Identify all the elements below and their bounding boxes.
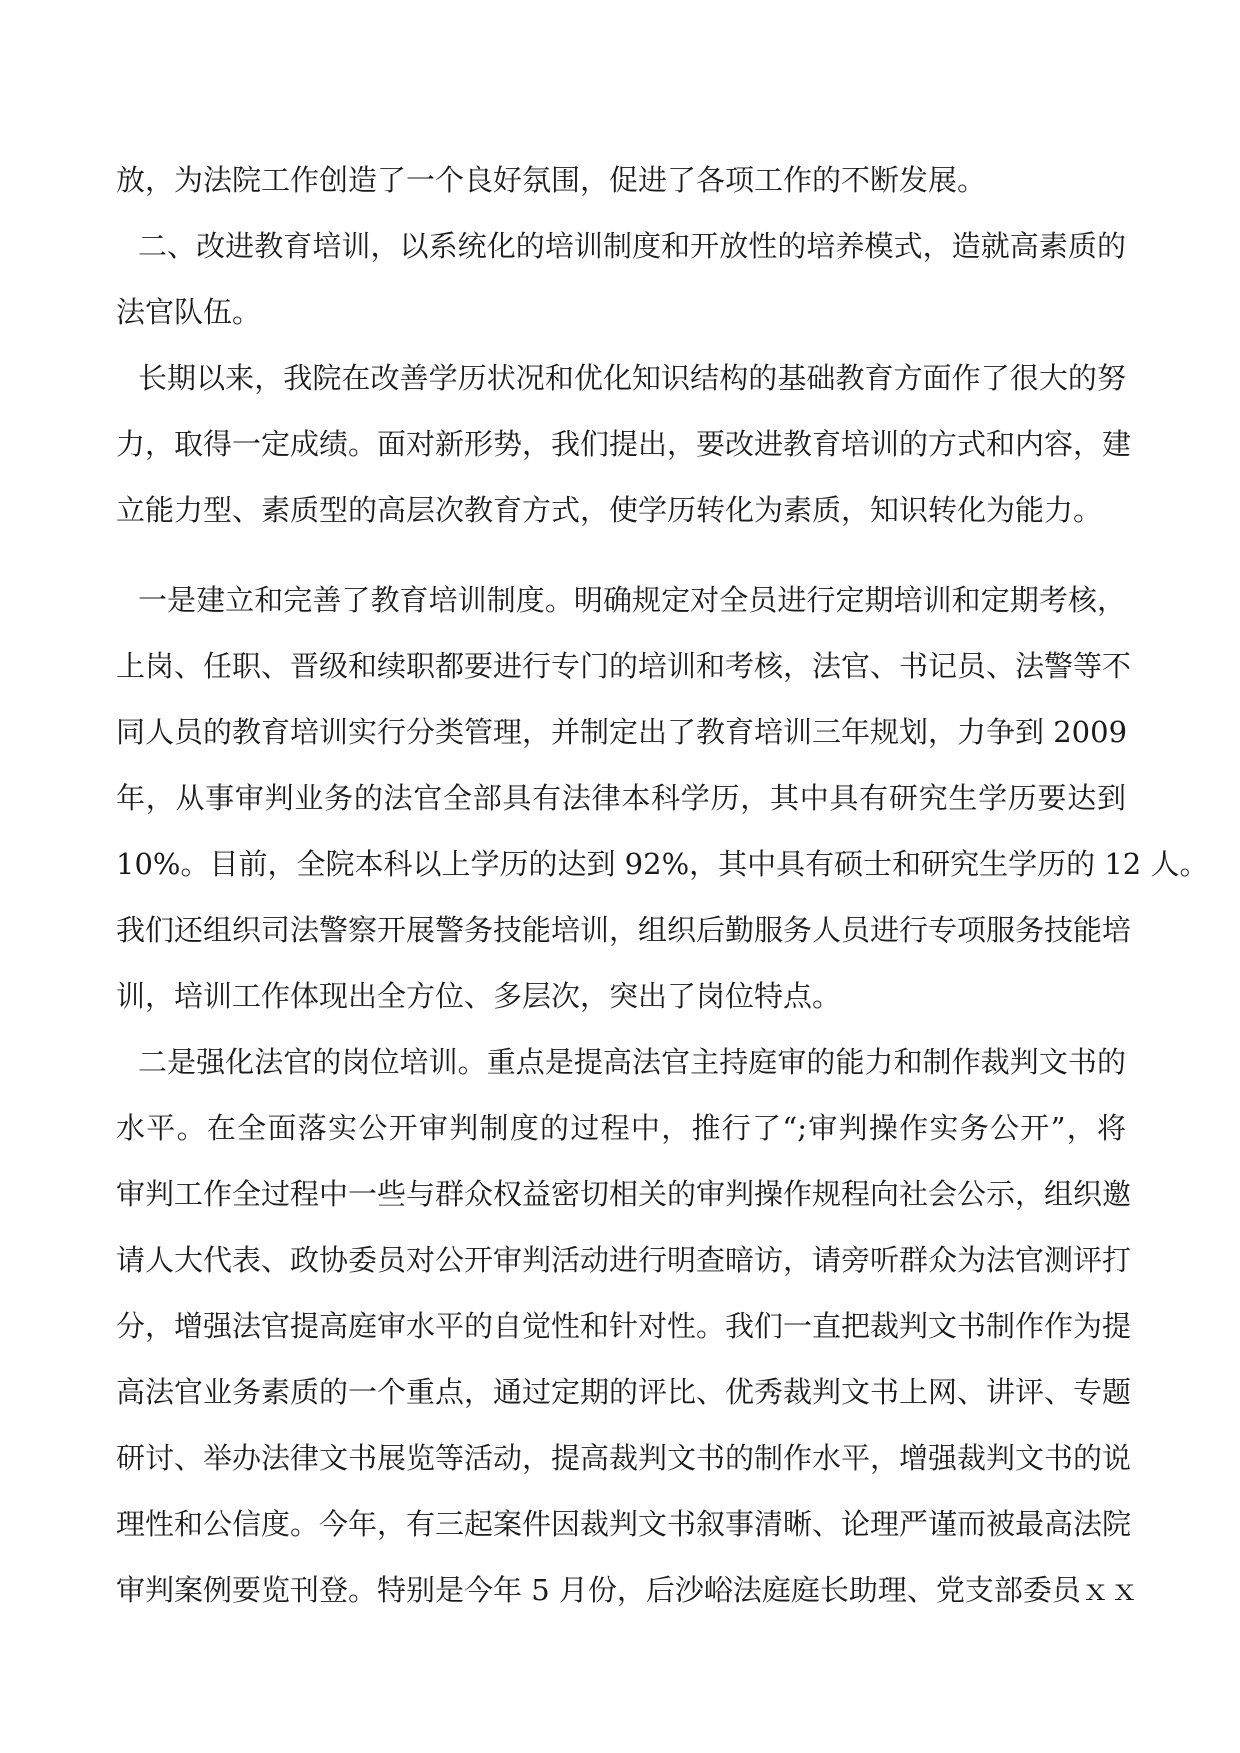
text-line: 分，增强法官提高庭审水平的自觉性和针对性。我们一直把裁判文书制作作为提 [116, 1309, 1132, 1343]
text-line: 放，为法院工作创造了一个良好氛围，促进了各项工作的不断发展。 [116, 163, 987, 197]
text-line: 二是强化法官的岗位培训。重点是提高法官主持庭审的能力和制作裁判文书的 [138, 1045, 1126, 1079]
section-heading-line: 法官队伍。 [116, 295, 262, 329]
text-line: 我们还组织司法警察开展警务技能培训，组织后勤服务人员进行专项服务技能培 [116, 913, 1132, 947]
section-heading-line: 二、改进教育培训，以系统化的培训制度和开放性的培养模式，造就高素质的 [138, 229, 1126, 263]
text-line: 上岗、任职、晋级和续职都要进行专门的培训和考核，法官、书记员、法警等不 [116, 649, 1132, 683]
text-line: 研讨、举办法律文书展览等活动，提高裁判文书的制作水平，增强裁判文书的说 [116, 1441, 1132, 1475]
text-line: 请人大代表、政协委员对公开审判活动进行明查暗访，请旁听群众为法官测评打 [116, 1243, 1132, 1277]
text-line: 高法官业务素质的一个重点，通过定期的评比、优秀裁判文书上网、讲评、专题 [116, 1375, 1132, 1409]
text-line: 审判工作全过程中一些与群众权益密切相关的审判操作规程向社会公示，组织邀 [116, 1177, 1132, 1211]
text-line: 长期以来，我院在改善学历状况和优化知识结构的基础教育方面作了很大的努 [138, 361, 1126, 395]
text-line: 审判案例要览刊登。特别是今年 5 月份，后沙峪法庭庭长助理、党支部委员ｘｘ [116, 1573, 1139, 1607]
text-line: 训，培训工作体现出全方位、多层次，突出了岗位特点。 [116, 979, 842, 1013]
text-line: 力，取得一定成绩。面对新形势，我们提出，要改进教育培训的方式和内容，建 [116, 427, 1132, 461]
text-line: 一是建立和完善了教育培训制度。明确规定对全员进行定期培训和定期考核， [138, 583, 1126, 617]
text-line: 10%。目前，全院本科以上学历的达到 92%，其中具有硕士和研究生学历的 12 人。 [116, 847, 1209, 881]
text-line: 水平。在全面落实公开审判制度的过程中，推行了“;审判操作实务公开”，将 [116, 1111, 1126, 1145]
text-line: 立能力型、素质型的高层次教育方式，使学历转化为素质，知识转化为能力。 [116, 493, 1103, 527]
text-line: 理性和公信度。今年，有三起案件因裁判文书叙事清晰、论理严谨而被最高法院 [116, 1507, 1132, 1541]
text-line: 同人员的教育培训实行分类管理，并制定出了教育培训三年规划，力争到 2009 [116, 715, 1128, 749]
text-line: 年，从事审判业务的法官全部具有法律本科学历，其中具有研究生学历要达到 [116, 781, 1126, 815]
